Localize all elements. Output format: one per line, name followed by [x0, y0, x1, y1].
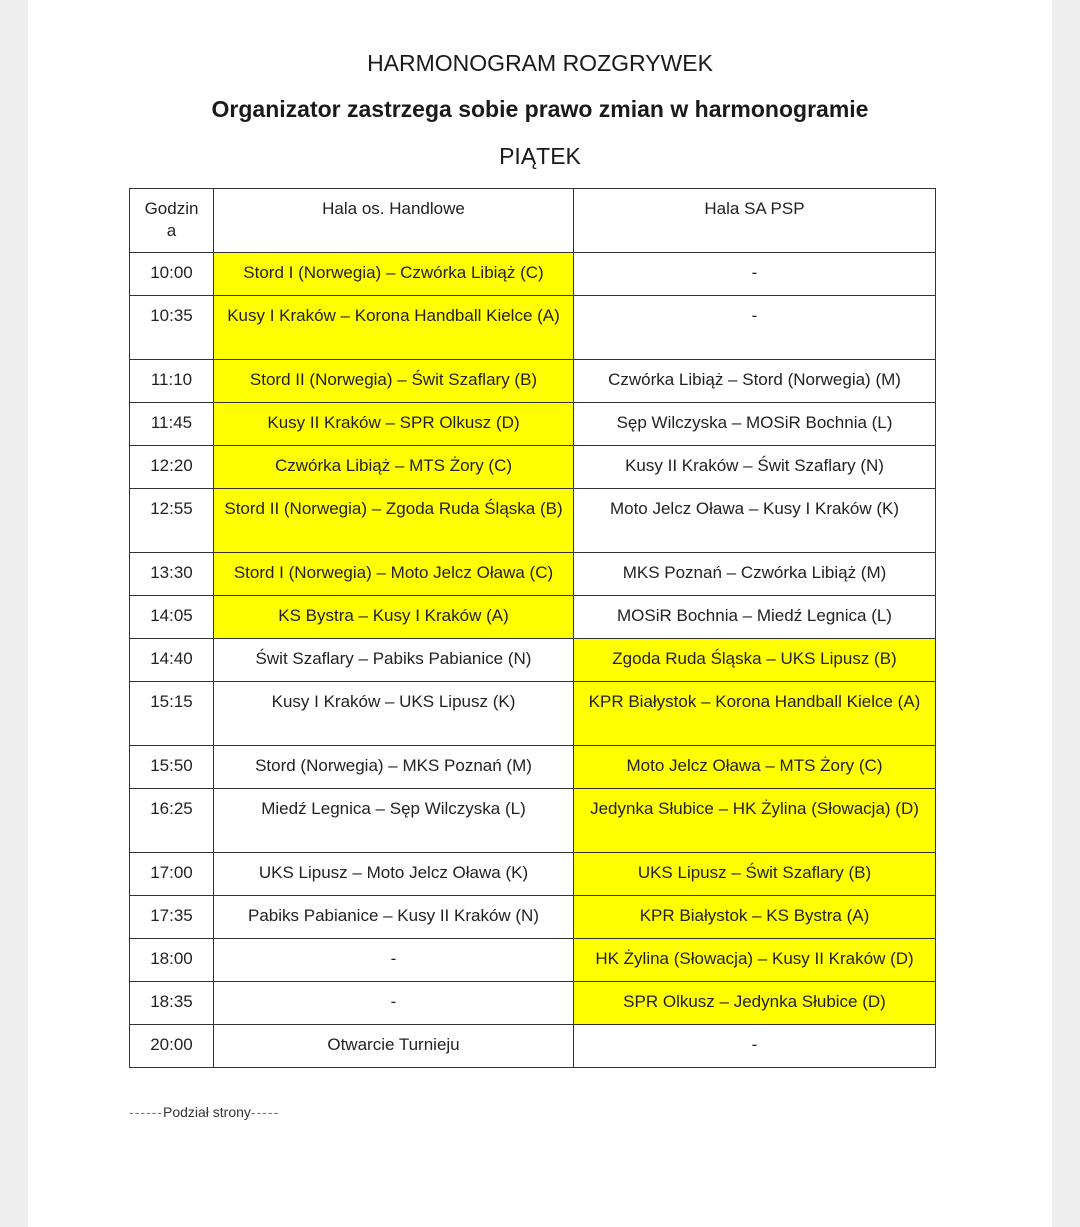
hall1-match-cell: Stord I (Norwegia) – Czwórka Libiąż (C): [214, 253, 574, 296]
hall1-match-cell: Kusy II Kraków – SPR Olkusz (D): [214, 403, 574, 446]
time-cell: 11:10: [130, 360, 214, 403]
time-cell: 12:20: [130, 446, 214, 489]
time-cell: 18:35: [130, 982, 214, 1025]
hall2-match-cell: UKS Lipusz – Świt Szaflary (B): [574, 853, 936, 896]
hall2-match-cell: -: [574, 1025, 936, 1068]
time-cell: 18:00: [130, 939, 214, 982]
hall2-match-cell: Jedynka Słubice – HK Żylina (Słowacja) (D): [574, 789, 936, 853]
hall2-match-cell: Sęp Wilczyska – MOSiR Bochnia (L): [574, 403, 936, 446]
table-header-row: [130, 189, 936, 253]
hall2-match-cell: Czwórka Libiąż – Stord (Norwegia) (M): [574, 360, 936, 403]
table-row: [130, 253, 936, 296]
table-row: [130, 982, 936, 1025]
table-row: [130, 489, 936, 553]
hall2-match-cell: -: [574, 253, 936, 296]
page-break-marker: [129, 1104, 279, 1120]
column-header-hall2: Hala SA PSP: [574, 189, 936, 253]
time-cell: 14:40: [130, 639, 214, 682]
hall1-match-cell: -: [214, 939, 574, 982]
table-row: [130, 296, 936, 360]
page-break-dashes-right: -----: [250, 1104, 280, 1120]
hall1-match-cell: Czwórka Libiąż – MTS Żory (C): [214, 446, 574, 489]
time-cell: 17:00: [130, 853, 214, 896]
table-row: [130, 1025, 936, 1068]
hall2-match-cell: KPR Białystok – Korona Handball Kielce (A): [574, 682, 936, 746]
table-row: [130, 789, 936, 853]
hall1-match-cell: -: [214, 982, 574, 1025]
page-break-label: Podział strony: [162, 1104, 251, 1120]
schedule-table: [129, 188, 936, 1068]
hall1-match-cell: Kusy I Kraków – UKS Lipusz (K): [214, 682, 574, 746]
document-title: HARMONOGRAM ROZGRYWEK: [367, 50, 713, 76]
time-cell: 15:15: [130, 682, 214, 746]
table-row: [130, 360, 936, 403]
table-row: [130, 939, 936, 982]
time-cell: 13:30: [130, 553, 214, 596]
time-cell: 12:55: [130, 489, 214, 553]
page-break-dashes-left: ------: [129, 1104, 163, 1120]
column-header-hall1: Hala os. Handlowe: [214, 189, 574, 253]
hall1-match-cell: Stord I (Norwegia) – Moto Jelcz Oława (C): [214, 553, 574, 596]
table-row: [130, 553, 936, 596]
hall1-match-cell: Miedź Legnica – Sęp Wilczyska (L): [214, 789, 574, 853]
hall2-match-cell: Zgoda Ruda Śląska – UKS Lipusz (B): [574, 639, 936, 682]
hall1-match-cell: Stord (Norwegia) – MKS Poznań (M): [214, 746, 574, 789]
time-cell: 14:05: [130, 596, 214, 639]
table-row: [130, 896, 936, 939]
hall2-match-cell: Moto Jelcz Oława – MTS Żory (C): [574, 746, 936, 789]
table-row: [130, 853, 936, 896]
column-header-time: Godzin a: [130, 189, 214, 253]
time-cell: 10:00: [130, 253, 214, 296]
table-row: [130, 682, 936, 746]
document-subtitle: Organizator zastrzega sobie prawo zmian w harmonogramie: [211, 96, 869, 122]
hall2-match-cell: -: [574, 296, 936, 360]
hall2-match-cell: Kusy II Kraków – Świt Szaflary (N): [574, 446, 936, 489]
hall2-match-cell: MOSiR Bochnia – Miedź Legnica (L): [574, 596, 936, 639]
time-cell: 16:25: [130, 789, 214, 853]
table-row: [130, 403, 936, 446]
hall2-match-cell: KPR Białystok – KS Bystra (A): [574, 896, 936, 939]
time-cell: 17:35: [130, 896, 214, 939]
table-row: [130, 596, 936, 639]
table-row: [130, 446, 936, 489]
hall1-match-cell: Pabiks Pabianice – Kusy II Kraków (N): [214, 896, 574, 939]
time-cell: 10:35: [130, 296, 214, 360]
table-row: [130, 746, 936, 789]
hall2-match-cell: MKS Poznań – Czwórka Libiąż (M): [574, 553, 936, 596]
hall1-match-cell: KS Bystra – Kusy I Kraków (A): [214, 596, 574, 639]
time-cell: 15:50: [130, 746, 214, 789]
day-heading: PIĄTEK: [499, 143, 581, 169]
hall1-match-cell: Kusy I Kraków – Korona Handball Kielce (A): [214, 296, 574, 360]
hall2-match-cell: Moto Jelcz Oława – Kusy I Kraków (K): [574, 489, 936, 553]
hall1-match-cell: Świt Szaflary – Pabiks Pabianice (N): [214, 639, 574, 682]
table-row: [130, 639, 936, 682]
time-cell: 20:00: [130, 1025, 214, 1068]
hall1-match-cell: Stord II (Norwegia) – Zgoda Ruda Śląska (B): [214, 489, 574, 553]
hall1-match-cell: Stord II (Norwegia) – Świt Szaflary (B): [214, 360, 574, 403]
hall1-match-cell: UKS Lipusz – Moto Jelcz Oława (K): [214, 853, 574, 896]
time-cell: 11:45: [130, 403, 214, 446]
hall1-match-cell: Otwarcie Turnieju: [214, 1025, 574, 1068]
hall2-match-cell: HK Żylina (Słowacja) – Kusy II Kraków (D): [574, 939, 936, 982]
hall2-match-cell: SPR Olkusz – Jedynka Słubice (D): [574, 982, 936, 1025]
